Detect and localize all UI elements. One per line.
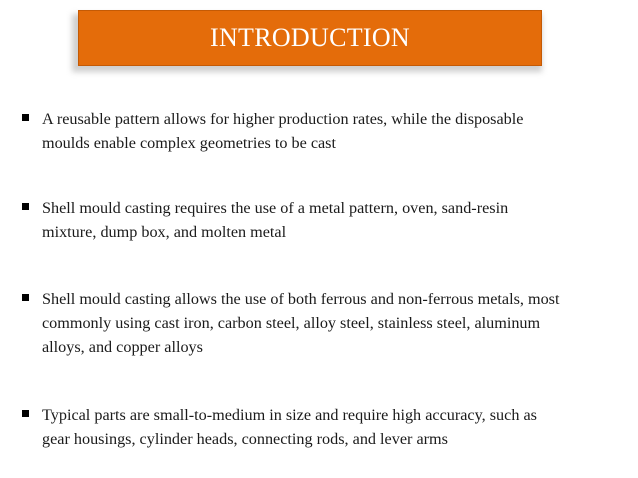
square-bullet-icon [22,203,29,210]
bullet-text: Typical parts are small-to-medium in size and require high accuracy, such as gear housings, cylinder heads, connecting rods, and lever arms [42,406,537,448]
bullet-text: A reusable pattern allows for higher production rates, while the disposable moulds enable complex geometries to be cast [42,110,524,152]
square-bullet-icon [22,114,29,121]
slide-title: INTRODUCTION [209,23,411,52]
square-bullet-icon [22,410,29,417]
bullet-text: Shell mould casting allows the use of both ferrous and non-ferrous metals, most commonly using cast iron, carbon steel, alloy steel, stainless steel, aluminum alloys, and copper alloys [42,290,560,356]
square-bullet-icon [22,294,29,301]
bullet-text: Shell mould casting requires the use of a metal pattern, oven, sand-resin mixture, dump box, and molten metal [42,199,509,241]
